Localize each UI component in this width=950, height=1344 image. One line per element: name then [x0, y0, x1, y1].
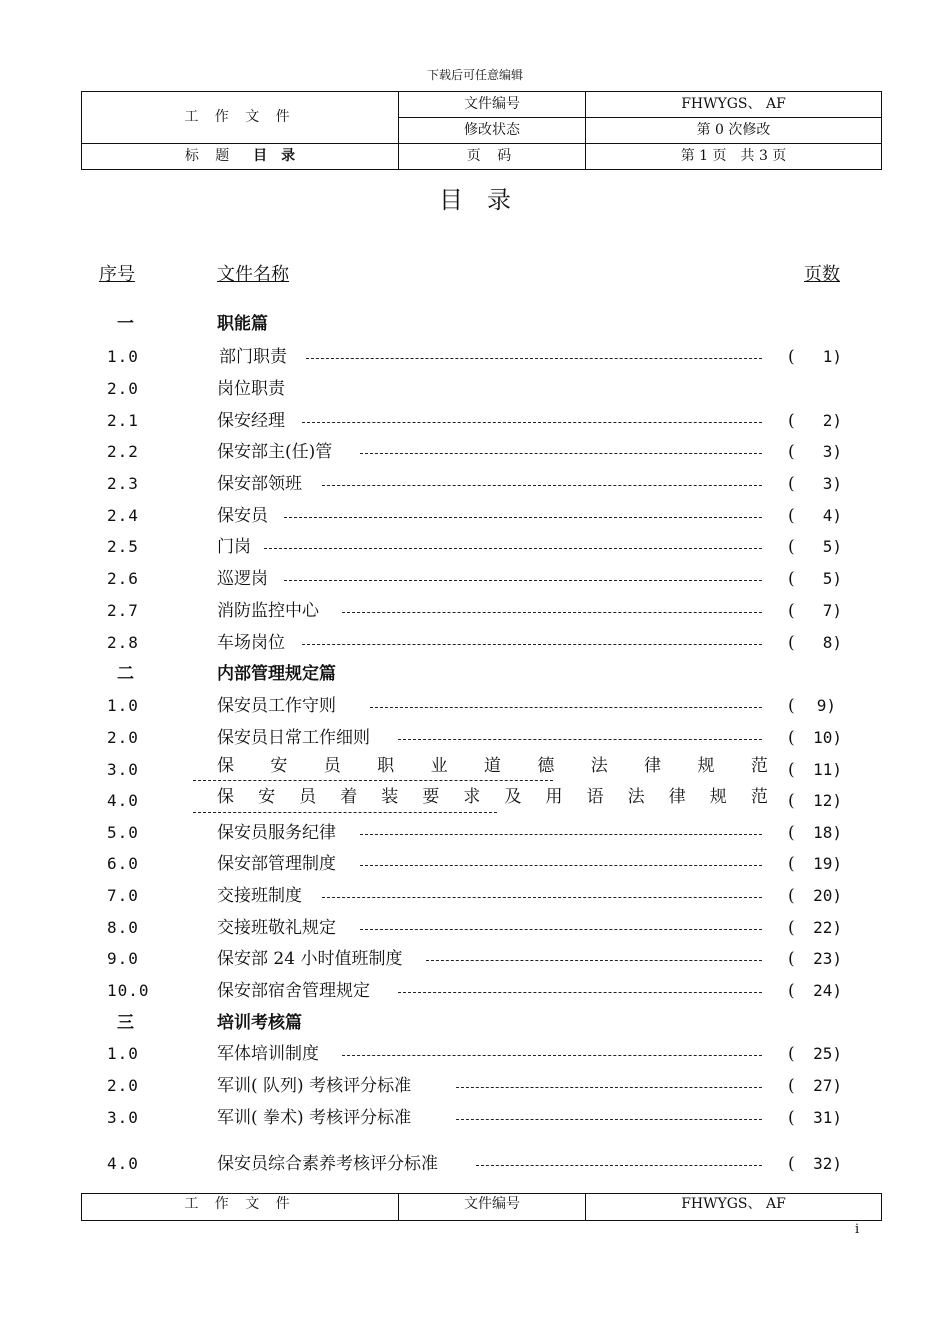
leader-dashes [284, 517, 762, 518]
entry-number: 2.5 [107, 537, 139, 556]
section-heading [0, 310, 950, 338]
entry-paren: ( [788, 1044, 795, 1064]
entry-name: 部门职责 [219, 347, 287, 367]
entry-name-char: 求 [463, 787, 481, 807]
entry-page: 3) [822, 442, 842, 461]
leader-dashes [360, 834, 762, 835]
entry-paren: ( [788, 569, 795, 589]
header-doc-no-label: 文件编号 [399, 92, 586, 118]
entry-name: 保安部宿舍管理规定 [217, 981, 370, 1001]
toc-entry[interactable] [0, 945, 950, 973]
entry-paren: ( [788, 1108, 795, 1128]
leader-dashes [360, 453, 762, 454]
entry-paren: ( [788, 347, 795, 367]
toc-entry[interactable] [0, 597, 950, 625]
entry-paren: ( [788, 949, 795, 969]
toc-entry[interactable] [0, 343, 950, 371]
leader-dashes [426, 960, 762, 961]
entry-name-char: 法 [627, 787, 645, 807]
entry-number: 5.0 [107, 823, 139, 842]
entry-page: 1) [822, 347, 842, 366]
entry-page: 22) [813, 918, 842, 937]
toc-entry[interactable] [0, 629, 950, 657]
entry-name-char: 保 [217, 787, 234, 807]
entry-number: 3.0 [107, 1108, 139, 1127]
entry-paren: ( [788, 411, 795, 431]
entry-name-char: 范 [750, 756, 768, 776]
entry-name-char: 用 [545, 787, 563, 807]
entry-paren: ( [788, 696, 795, 716]
entry-page: 7) [822, 601, 842, 620]
entry-name: 交接班敬礼规定 [217, 918, 336, 938]
leader-dashes [342, 1055, 762, 1056]
entry-number: 2.7 [107, 601, 139, 620]
leader-dashes [302, 644, 762, 645]
entry-name: 保安员综合素养考核评分标准 [217, 1154, 438, 1174]
entry-name: 保安员工作守则 [217, 696, 336, 716]
entry-number: 9.0 [107, 949, 139, 968]
entry-name: 军训( 队列) 考核评分标准 [217, 1076, 412, 1096]
leader-dashes [264, 548, 762, 549]
leader-dashes [322, 897, 762, 898]
entry-page: 5) [822, 537, 842, 556]
leader-dashes [302, 422, 762, 423]
entry-page: 9) [816, 696, 836, 715]
entry-page: 31) [813, 1108, 842, 1127]
entry-name: 保安员服务纪律 [217, 823, 336, 843]
entry-name: 保安员 [217, 506, 268, 526]
leader-dashes [370, 707, 762, 708]
entry-number: 2.2 [107, 442, 139, 461]
toc-entry[interactable] [0, 977, 950, 1005]
entry-paren: ( [788, 442, 795, 462]
entry-page: 8) [822, 633, 842, 652]
toc-entry[interactable] [0, 1040, 950, 1068]
entry-number: 10.0 [107, 981, 150, 1000]
entry-name-char: 德 [537, 756, 555, 776]
entry-page: 18) [813, 823, 842, 842]
entry-paren: ( [788, 474, 795, 494]
toc-entry[interactable] [0, 1072, 950, 1100]
entry-name-char: 道 [483, 756, 501, 776]
leader-dashes [456, 1119, 762, 1120]
entry-page: 11) [813, 760, 842, 779]
entry-name: 交接班制度 [217, 886, 302, 906]
entry-page: 27) [813, 1076, 842, 1095]
section-name: 培训考核篇 [217, 1013, 302, 1033]
header-title-cell [82, 144, 399, 170]
entry-paren: ( [788, 886, 795, 906]
entry-name-char: 规 [709, 787, 727, 807]
entry-name-char: 员 [323, 756, 341, 776]
footer-doc-no-value: FHWYGS、 AF [586, 1194, 882, 1221]
entry-paren: ( [788, 918, 795, 938]
entry-number: 2.0 [107, 1076, 139, 1095]
entry-number: 2.0 [107, 379, 139, 398]
entry-name-char: 安 [258, 787, 276, 807]
entry-name: 军体培训制度 [217, 1044, 319, 1064]
entry-paren: ( [788, 601, 795, 621]
leader-dashes [456, 1087, 762, 1088]
leader-dashes [342, 612, 762, 613]
leader-dashes [360, 929, 762, 930]
entry-name-char: 规 [697, 756, 715, 776]
entry-number: 2.4 [107, 506, 139, 525]
entry-number: 1.0 [107, 1044, 139, 1063]
section-label: 一 [117, 314, 134, 334]
header-page-value: 第 1 页 共 3 页 [586, 144, 882, 170]
entry-paren: ( [788, 760, 795, 780]
entry-name-char: 要 [422, 787, 440, 807]
leader-dashes [398, 992, 762, 993]
toc-entry[interactable] [0, 438, 950, 466]
toc-entry[interactable] [0, 407, 950, 435]
entry-number: 1.0 [107, 347, 139, 366]
entry-page: 12) [813, 791, 842, 810]
leader-dashes [398, 739, 762, 740]
header-page-label: 页 码 [399, 144, 586, 170]
entry-page: 2) [822, 411, 842, 430]
toc-entry[interactable] [0, 819, 950, 847]
entry-name-char: 语 [586, 787, 604, 807]
entry-name: 军训( 拳术) 考核评分标准 [217, 1108, 412, 1128]
header-title-value: 目 录 [253, 148, 296, 164]
entry-number: 6.0 [107, 854, 139, 873]
entry-page: 10) [813, 728, 842, 747]
toc-entry[interactable] [0, 470, 950, 498]
section-label: 二 [117, 664, 134, 684]
entry-name: 车场岗位 [217, 633, 285, 653]
toc-entry[interactable] [0, 502, 950, 530]
entry-name-justified [217, 783, 768, 811]
toc-entry[interactable] [0, 692, 950, 720]
entry-number: 8.0 [107, 918, 139, 937]
entry-name-char: 着 [340, 787, 358, 807]
toc-entry[interactable] [0, 914, 950, 942]
leader-dashes [322, 485, 762, 486]
toc-entry[interactable] [0, 375, 950, 403]
section-heading [0, 660, 950, 688]
entry-name: 巡逻岗 [217, 569, 268, 589]
entry-paren: ( [788, 981, 795, 1001]
header-title-label: 标 题 [184, 148, 236, 164]
footer-doc-type: 工 作 文 件 [82, 1194, 399, 1221]
entry-page: 4) [822, 506, 842, 525]
entry-paren: ( [788, 791, 795, 811]
entry-number: 1.0 [107, 696, 139, 715]
entry-name: 保安经理 [217, 411, 285, 431]
entry-name-char: 法 [590, 756, 608, 776]
entry-page: 20) [813, 886, 842, 905]
entry-name: 门岗 [217, 537, 251, 557]
entry-name: 保安员日常工作细则 [217, 728, 370, 748]
entry-paren: ( [788, 1076, 795, 1096]
toc-entry[interactable] [0, 882, 950, 910]
page-title: 目录 [439, 186, 535, 214]
leader-dashes-wrapped [193, 780, 553, 781]
header-doc-no-value: FHWYGS、 AF [586, 92, 882, 118]
entry-paren: ( [788, 506, 795, 526]
entry-paren: ( [788, 823, 795, 843]
leader-dashes [284, 580, 762, 581]
column-name: 文件名称 [217, 264, 289, 285]
toc-entry[interactable] [0, 850, 950, 878]
entry-paren: ( [788, 1154, 795, 1174]
toc-entry[interactable] [0, 724, 950, 752]
entry-number: 2.8 [107, 633, 139, 652]
leader-dashes [360, 865, 762, 866]
entry-page: 23) [813, 949, 842, 968]
entry-name-justified [217, 752, 768, 780]
entry-name: 保安部主(任)管 [217, 442, 333, 462]
section-label: 三 [117, 1013, 134, 1033]
entry-paren: ( [788, 728, 795, 748]
page-marker: i [855, 1222, 860, 1237]
toc-entry[interactable] [0, 565, 950, 593]
entry-page: 5) [822, 569, 842, 588]
entry-number: 4.0 [107, 1154, 139, 1173]
header-revision-value: 第 0 次修改 [586, 118, 882, 144]
toc-entry[interactable] [0, 533, 950, 561]
leader-dashes [476, 1165, 762, 1166]
header-revision-label: 修改状态 [399, 118, 586, 144]
entry-number: 2.3 [107, 474, 139, 493]
leader-dashes [306, 358, 762, 359]
entry-page: 24) [813, 981, 842, 1000]
entry-number: 2.1 [107, 411, 139, 430]
entry-name-char: 律 [668, 787, 686, 807]
entry-page: 25) [813, 1044, 842, 1063]
toc-entry[interactable] [0, 1150, 950, 1178]
document-header-table [81, 91, 882, 170]
entry-paren: ( [788, 854, 795, 874]
entry-page: 32) [813, 1154, 842, 1173]
entry-name-char: 及 [504, 787, 522, 807]
entry-name: 岗位职责 [217, 379, 285, 399]
entry-page: 19) [813, 854, 842, 873]
entry-number: 2.0 [107, 728, 139, 747]
toc-entry[interactable] [0, 752, 950, 780]
entry-name-char: 安 [270, 756, 288, 776]
entry-name-char: 装 [381, 787, 399, 807]
entry-number: 7.0 [107, 886, 139, 905]
column-seq: 序号 [99, 264, 135, 285]
toc-entry[interactable] [0, 1104, 950, 1132]
entry-name-char: 职 [377, 756, 395, 776]
column-pages: 页数 [804, 264, 840, 285]
entry-page: 3) [822, 474, 842, 493]
toc-entry[interactable] [0, 783, 950, 811]
entry-name: 保安部 24 小时值班制度 [217, 949, 403, 969]
section-heading [0, 1009, 950, 1037]
entry-name: 保安部领班 [217, 474, 302, 494]
entry-number: 3.0 [107, 760, 139, 779]
entry-name: 消防监控中心 [217, 601, 319, 621]
entry-name-char: 律 [644, 756, 662, 776]
entry-paren: ( [788, 633, 795, 653]
entry-paren: ( [788, 537, 795, 557]
section-name: 职能篇 [217, 314, 268, 334]
entry-number: 4.0 [107, 791, 139, 810]
footer-doc-no-label: 文件编号 [399, 1194, 586, 1221]
section-name: 内部管理规定篇 [217, 664, 336, 684]
download-note: 下载后可任意编辑 [426, 68, 523, 82]
document-footer-table [81, 1193, 882, 1221]
entry-number: 2.6 [107, 569, 139, 588]
entry-name-char: 范 [750, 787, 768, 807]
header-doc-type: 工 作 文 件 [82, 92, 399, 144]
entry-name-char: 业 [430, 756, 448, 776]
entry-name-char: 保 [217, 756, 234, 776]
entry-name-char: 员 [299, 787, 317, 807]
entry-name: 保安部管理制度 [217, 854, 336, 874]
leader-dashes-wrapped [193, 812, 497, 813]
